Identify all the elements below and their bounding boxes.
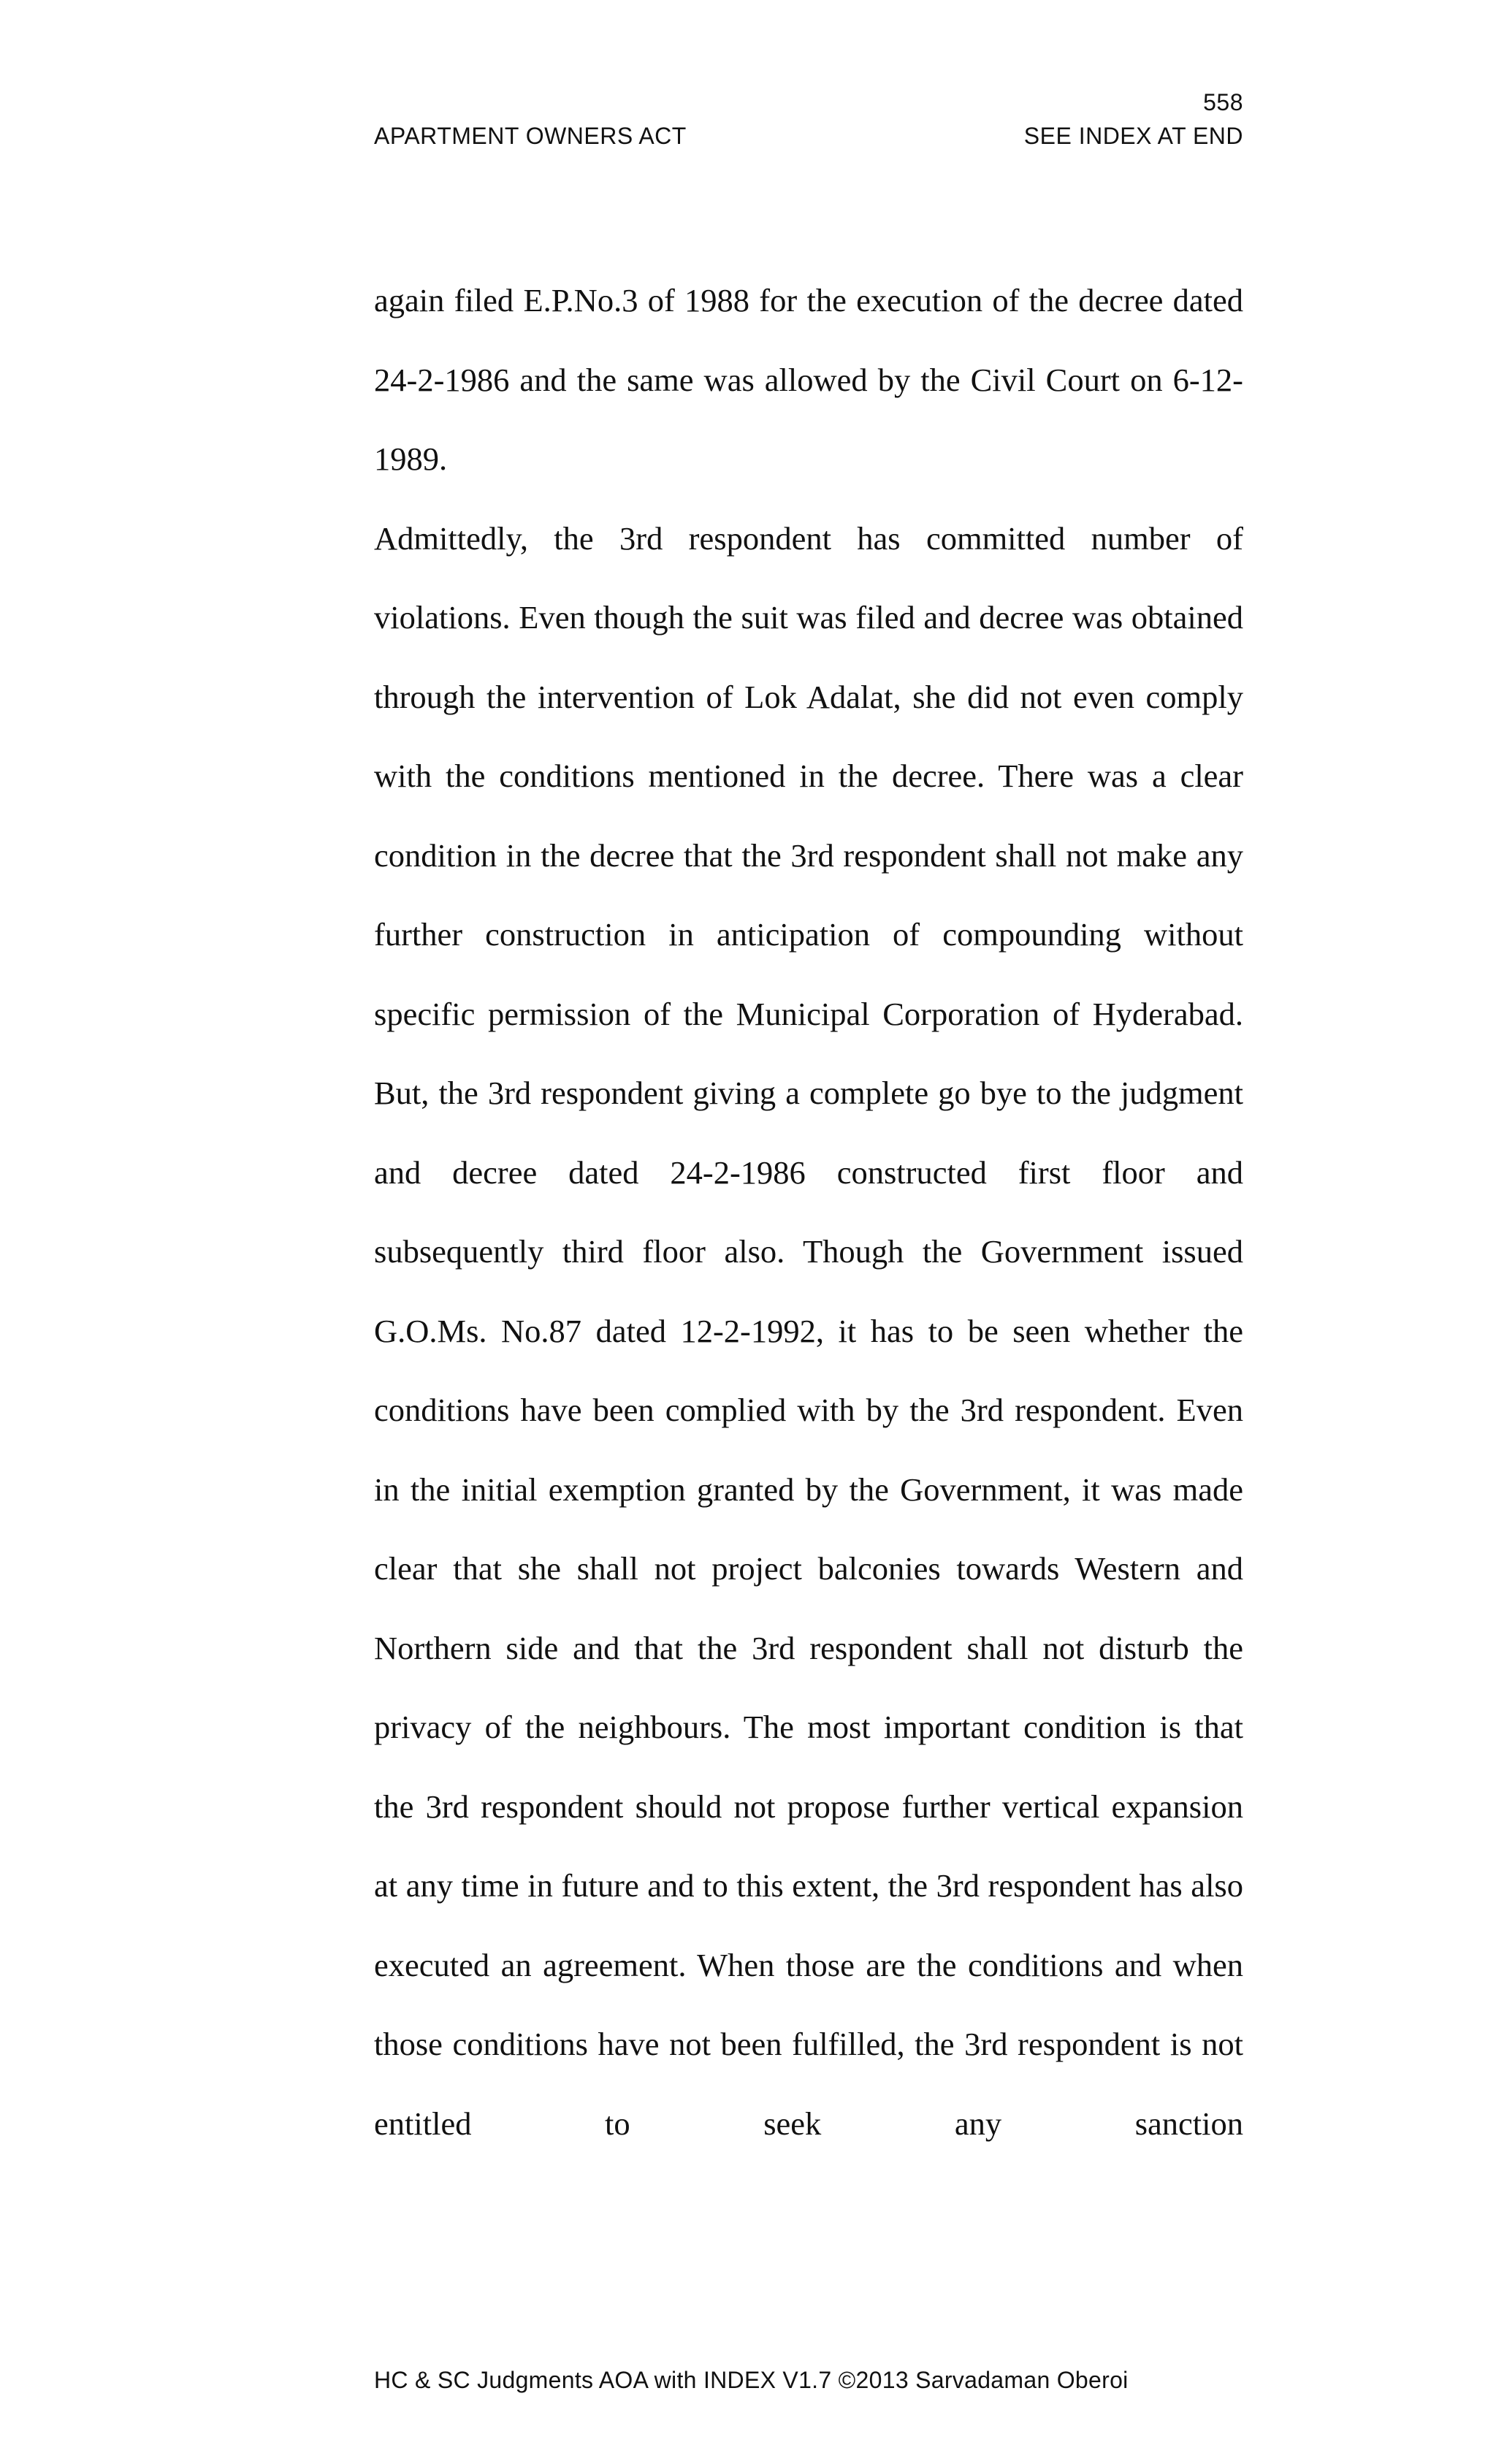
body-text <box>374 261 1243 2163</box>
footer: HC & SC Judgments AOA with INDEX V1.7 ©2013 Sarvadaman Oberoi <box>374 2367 1129 2393</box>
page-number: 558 <box>1203 89 1243 115</box>
paragraph: Admittedly, the 3rd respondent has committed number of violations. Even though the suit was filed and decree was obtained through the intervention of Lok Adalat, she did not even comply with the conditions mentioned in the decree. There was a clear condition in the decree that the 3rd respondent shall not make any further construction in anticipation of compounding without specific permission of the Municipal Corporation of Hyderabad. But, the 3rd respondent giving a complete go bye to the judgment and decree dated 24-2-1986 constructed first floor and subsequently third floor also. Though the Government issued G.O.Ms. No.87 dated 12-2-1992, it has to be seen whether the conditions have been complied with by the 3rd respondent. Even in the initial exemption granted by the Government, it was made clear that she shall not project balconies towards Western and Northern side and that the 3rd respondent shall not disturb the privacy of the neighbours. The most important condition is that the 3rd respondent should not propose further vertical expansion at any time in future and to this extent, the 3rd respondent has also executed an agreement. When those are the conditions and when those conditions have not been fulfilled, the 3rd respondent is not entitled to seek any sanction <box>374 519 1243 2142</box>
header-index-note: SEE INDEX AT END <box>1023 123 1243 149</box>
header-title: APARTMENT OWNERS ACT <box>374 123 687 149</box>
running-header <box>374 123 1243 150</box>
paragraph: again filed E.P.No.3 of 1988 for the execution of the decree dated 24-2-1986 and the same was allowed by the Civil Court on 6-12-1989. <box>374 282 1243 477</box>
